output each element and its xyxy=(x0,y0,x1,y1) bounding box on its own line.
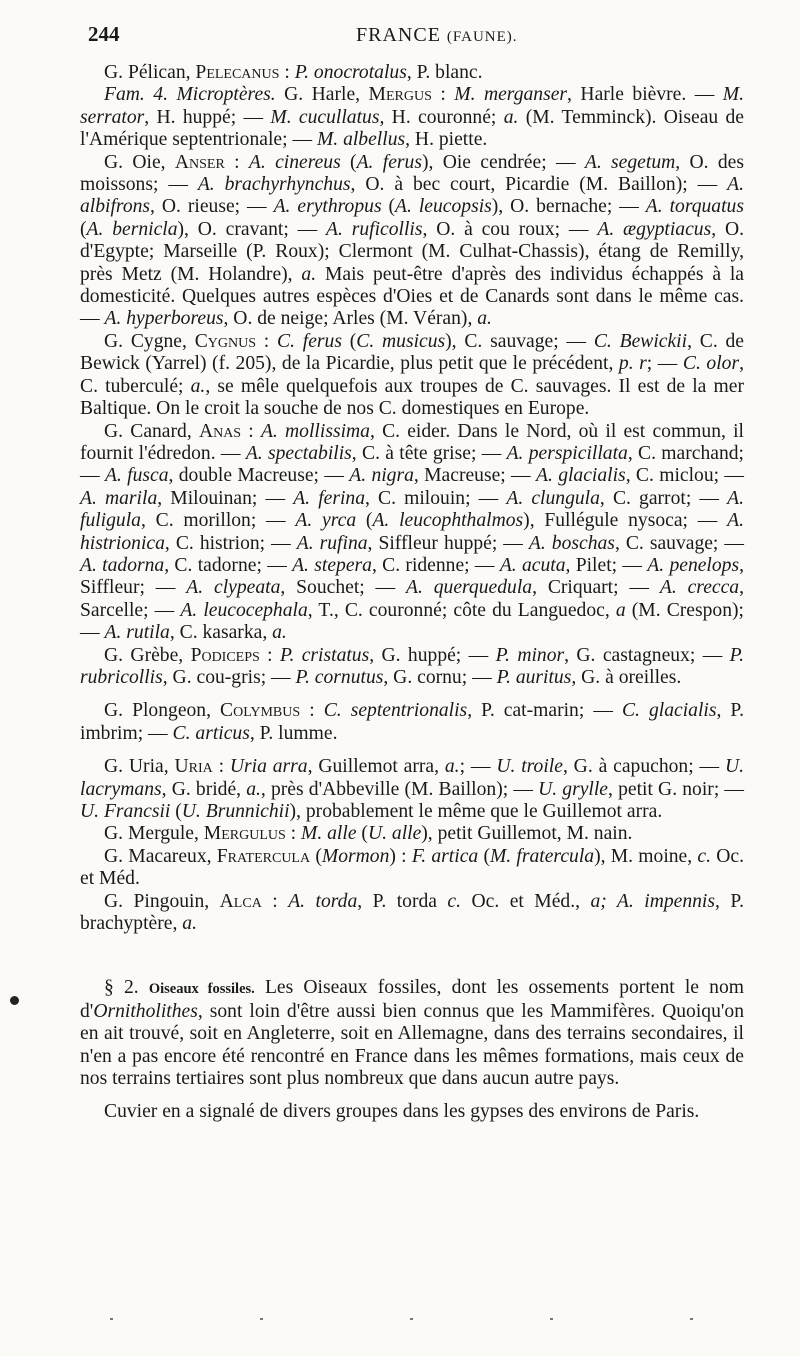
text-run: Cuvier en a signalé de divers groupes dans les gypses des environs de Paris. xyxy=(104,1101,700,1123)
text-run: , C. kasarka, xyxy=(169,622,273,644)
italic-text: C. Bewickii xyxy=(593,330,688,352)
text-run: ( xyxy=(478,845,490,867)
text-run: : xyxy=(241,420,261,442)
genus-name: Alca xyxy=(219,890,262,912)
italic-text: c. xyxy=(697,845,711,867)
text-run: ( xyxy=(80,218,87,240)
text-run: ), M. moine, xyxy=(594,845,698,867)
text-run: G. Harle, xyxy=(275,84,369,106)
italic-text: a. xyxy=(190,375,206,397)
text-run: : xyxy=(285,823,302,845)
text-run: , C. histrion; — xyxy=(164,532,297,554)
text-run: : xyxy=(279,62,295,83)
text-run: G. Canard, xyxy=(104,420,199,442)
italic-text: F. artica xyxy=(411,845,479,867)
footer-specks xyxy=(80,1318,744,1328)
text-run: § 2. xyxy=(104,977,149,999)
italic-text: P. minor xyxy=(495,644,565,666)
italic-text: A. torda xyxy=(288,890,358,912)
italic-text: A. acuta xyxy=(499,554,566,576)
paragraph-mergulus xyxy=(80,823,744,845)
text-run: G. Plongeon, xyxy=(104,700,221,722)
italic-text: A. segetum xyxy=(584,151,676,173)
text-run: : xyxy=(300,700,324,722)
text-run: ( xyxy=(340,151,357,173)
text-run: , Souchet; — xyxy=(280,577,407,599)
text-run: , H. huppé; — xyxy=(144,106,271,128)
section-heading: Oiseaux fossiles. xyxy=(148,981,255,998)
text-run: ( xyxy=(356,510,373,532)
italic-text: Mormon xyxy=(321,845,390,867)
italic-text: Ornitholithes xyxy=(93,1000,198,1022)
italic-text: M. albellus xyxy=(316,129,406,151)
text-run: , Criquart; — xyxy=(532,577,660,599)
italic-text: A. bernicla xyxy=(86,218,178,240)
paragraph-cygnus xyxy=(80,331,744,421)
italic-text: P. rubricollis xyxy=(80,644,745,688)
italic-text: A. penelops xyxy=(647,554,740,576)
italic-text: A. ruficollis xyxy=(326,218,423,240)
text-run: Oc. et Méd., xyxy=(461,890,591,912)
italic-text: p. r xyxy=(618,353,647,375)
running-title-sub: (FAUNE). xyxy=(446,29,518,45)
text-run: , C. milouin; — xyxy=(365,487,507,509)
paragraph-podiceps xyxy=(80,645,744,690)
paragraph-fossil-birds xyxy=(80,977,744,1090)
text-run: , H. couronné; xyxy=(379,106,504,128)
italic-text: A. leucocephala xyxy=(180,599,308,621)
italic-text: a. xyxy=(182,913,197,935)
italic-text: A. cinereus xyxy=(248,151,341,173)
text-run: , G. bridé, xyxy=(161,778,247,800)
genus-name: Mergus xyxy=(368,84,432,106)
italic-text: A. marila xyxy=(80,487,158,509)
italic-text: C. glacialis xyxy=(621,700,717,722)
text-run: Mais peut-être d'après des individus échappés à la domesticité. Quelques autres espèces d'Oies et de Canards sont dans le même cas. — xyxy=(80,263,744,330)
italic-text: A. perspicillata xyxy=(506,442,628,464)
page-number: 244 xyxy=(88,22,120,46)
genus-name: Podiceps xyxy=(190,644,260,666)
running-title-main: FRANCE xyxy=(356,24,441,46)
text-run: , Harle bièvre. — xyxy=(567,84,723,106)
italic-text: A. yrca xyxy=(295,510,357,532)
italic-text: a. xyxy=(301,263,317,285)
text-run: (M. Temminck). Oiseau de l'Amérique septentrionale; — xyxy=(80,106,744,151)
text-run: ), Fullégule nysoca; — xyxy=(523,510,728,532)
text-run: ) : xyxy=(389,845,412,867)
text-run: , C. garrot; — xyxy=(599,487,728,509)
italic-text: a. xyxy=(477,308,492,330)
text-run: : xyxy=(212,756,230,778)
italic-text: a; A. impennis xyxy=(590,890,715,912)
genus-name: Uria xyxy=(174,756,213,778)
text-run: , P. imbrim; — xyxy=(80,700,745,744)
italic-text: U. troile xyxy=(496,756,563,778)
italic-text: A. leucopsis xyxy=(395,196,492,218)
text-run: , H. piette. xyxy=(405,129,488,151)
italic-text: Fam. 4. Microptères. xyxy=(104,84,276,106)
text-run: , G. cou-gris; — xyxy=(162,666,296,688)
italic-text: P. cristatus xyxy=(280,644,370,666)
italic-text: U. alle xyxy=(367,823,422,845)
italic-text: M. fratercula xyxy=(489,845,595,867)
italic-text: C. septentrionalis xyxy=(323,700,468,722)
italic-text: a. xyxy=(246,778,261,800)
text-run: : xyxy=(431,84,455,106)
page-body xyxy=(80,62,744,1124)
italic-text: a. xyxy=(503,106,519,128)
italic-text: C. olor xyxy=(682,353,740,375)
text-run: ( xyxy=(341,330,357,352)
text-run: G. Mergule, xyxy=(104,823,204,845)
italic-text: A. rutila xyxy=(104,622,170,644)
text-run: (M. Crespon); — xyxy=(80,599,744,644)
text-run: ), probablement le même que le Guillemot arra. xyxy=(289,801,663,822)
paragraph-microptera-mergus xyxy=(80,84,744,151)
text-run: : xyxy=(255,330,277,352)
text-run: , P. blanc. xyxy=(406,62,483,83)
italic-text: A. tadorna xyxy=(80,554,165,576)
text-run: G. Macareux, xyxy=(104,845,217,867)
text-run: , G. à capuchon; — xyxy=(562,756,725,778)
italic-text: A. brachyrhynchus xyxy=(197,174,351,196)
italic-text: A. stepera xyxy=(292,554,372,576)
text-run: , C. eider. Dans le Nord, où il est commun, il fournit l'édredon. — xyxy=(80,420,745,464)
italic-text: U. Brunnichii xyxy=(181,801,290,822)
italic-text: A. mollissima xyxy=(260,420,370,442)
genus-name: Anas xyxy=(198,420,242,442)
italic-text: A. boschas xyxy=(528,532,615,554)
italic-text: A. glacialis xyxy=(536,465,626,487)
italic-text: U. Francsii xyxy=(80,801,171,822)
paragraph-fratercula xyxy=(80,846,744,891)
italic-text: C. articus xyxy=(172,722,250,744)
italic-text: A. histrionica xyxy=(80,510,744,554)
text-run: , O. à cou roux; — xyxy=(422,218,598,240)
italic-text: M. merganser xyxy=(454,84,568,106)
genus-name: Fratercula xyxy=(216,845,311,867)
italic-text: A. crecca xyxy=(659,577,740,599)
text-run: G. Oie, xyxy=(104,151,175,173)
text-run: , C. ridenne; — xyxy=(371,554,500,576)
text-run: Les Oiseaux fossiles, dont les ossements portent le nom d' xyxy=(80,977,744,1022)
italic-text: A. ferus xyxy=(356,151,422,173)
italic-text: A. nigra xyxy=(349,465,414,487)
text-run: G. Pélican, xyxy=(104,62,196,83)
text-run: , P. brachyptère, xyxy=(80,890,744,935)
text-run: : xyxy=(259,644,281,666)
text-run: , O. rieuse; — xyxy=(150,196,274,218)
italic-text: U. grylle xyxy=(538,778,609,800)
text-run: , P. torda xyxy=(357,890,448,912)
text-run: , O. de neige; Arles (M. Véran), xyxy=(223,308,478,330)
italic-text: U. lacrymans xyxy=(80,756,745,800)
italic-text: A. clungula xyxy=(506,487,600,509)
italic-text: A. fuligula xyxy=(80,487,744,532)
italic-text: M. cucullatus xyxy=(270,106,380,128)
text-run: ; — xyxy=(646,353,683,375)
page-header xyxy=(0,22,800,56)
italic-text: A. ferina xyxy=(293,487,365,509)
text-run: G. Pingouin, xyxy=(104,890,220,912)
text-run: , G. huppé; — xyxy=(369,644,496,666)
paragraph-pelecanus xyxy=(80,62,744,84)
italic-text: A. ægyptiacus xyxy=(597,218,712,240)
genus-name: Anser xyxy=(174,151,225,173)
text-run: , C. miclou; — xyxy=(625,465,744,487)
text-run: , P. lumme. xyxy=(249,722,338,744)
text-run: , près d'Abbeville (M. Baillon); — xyxy=(260,778,539,800)
italic-text: M. alle xyxy=(301,823,357,845)
italic-text: A. rufina xyxy=(296,532,368,554)
italic-text: A. torquatus xyxy=(645,196,744,218)
text-run: , C. marchand; — xyxy=(80,442,744,487)
text-run: , Sarcelle; — xyxy=(80,577,744,621)
text-run: ; — xyxy=(459,756,497,778)
italic-text: P. auritus xyxy=(496,666,572,688)
genus-name: Cygnus xyxy=(194,330,256,352)
text-run: G. Cygne, xyxy=(104,330,195,352)
text-run: , C. morillon; — xyxy=(140,510,296,532)
text-run: , Macreuse; — xyxy=(413,465,536,487)
text-run: ( xyxy=(356,823,368,845)
italic-text: A. erythropus xyxy=(273,196,382,218)
text-run: : xyxy=(261,890,289,912)
text-run: : xyxy=(224,151,249,173)
text-run: , O. d'Egypte; Marseille (P. Roux); Clermont (M. Culhat-Chassis), étang de Remilly, près Metz (M. Holandre), xyxy=(80,218,744,285)
paragraph-colymbus xyxy=(80,700,744,745)
italic-text: Uria arra xyxy=(229,756,308,778)
margin-ink-dot xyxy=(10,996,19,1005)
text-run: , O. à bec court, Picardie (M. Baillon); — xyxy=(350,174,728,196)
paragraph-alca xyxy=(80,891,744,936)
italic-text: A. albifrons xyxy=(80,174,745,218)
text-run: , Milouinan; — xyxy=(157,487,294,509)
italic-text: a xyxy=(615,599,626,621)
italic-text: C. ferus xyxy=(277,330,342,352)
text-run: Oc. et Méd. xyxy=(80,845,744,890)
italic-text: A. spectabilis xyxy=(245,442,352,464)
text-run: G. Grèbe, xyxy=(104,644,191,666)
text-run: , C. tuberculé; xyxy=(80,353,744,397)
paragraph-anser xyxy=(80,152,744,331)
text-run: , G. castagneux; — xyxy=(564,644,730,666)
genus-name: Mergulus xyxy=(203,823,286,845)
italic-text: M. serrator xyxy=(80,84,745,128)
italic-text: a. xyxy=(272,622,287,644)
text-run: , Siffleur; — xyxy=(80,554,745,599)
text-run: , Pilet; — xyxy=(565,554,648,576)
italic-text: P. cornutus xyxy=(295,666,384,688)
text-run: , sont loin d'être aussi bien connus que les Mammifères. Quoiqu'on en ait trouvé, soit en Angleterre, soit en Allemagne, dans des terrains secondaires, il n'en a pas encore été rencontré en France dans les mêmes formations, mais ceux de nos terrains tertiaires sont plus nombreux que dans aucun autre pays. xyxy=(80,1000,744,1090)
genus-name: Colymbus xyxy=(220,700,301,722)
italic-text: A. fusca xyxy=(104,465,169,487)
text-run: , C. sauvage; — xyxy=(614,532,744,554)
italic-text: a. xyxy=(444,756,460,778)
italic-text: c. xyxy=(447,890,462,912)
text-run: , P. cat-marin; — xyxy=(467,700,622,722)
running-title xyxy=(356,24,518,47)
text-run: , petit G. noir; — xyxy=(608,778,745,800)
italic-text: P. onocrotalus xyxy=(294,62,407,83)
text-run: ( xyxy=(310,845,322,867)
text-run: , T., C. couronné; côte du Languedoc, xyxy=(307,599,616,621)
text-run: , C. de Bewick (Yarrel) (f. 205), de la Picardie, plus petit que le précédent, xyxy=(80,330,744,375)
italic-text: A. querquedula xyxy=(406,577,533,599)
italic-text: A. leucophthalmos xyxy=(372,510,524,532)
genus-name: Pelecanus xyxy=(195,62,280,83)
text-run: ), O. bernache; — xyxy=(491,196,646,218)
text-run: , se mêle quelquefois aux troupes de C. sauvages. Il est de la mer Baltique. On le croit la souche de nos C. domestiques en Europe. xyxy=(80,375,744,420)
paragraph-anas xyxy=(80,421,744,645)
text-run: , O. des moissons; — xyxy=(80,151,744,196)
italic-text: A. clypeata xyxy=(186,577,281,599)
paragraph-cuvier xyxy=(80,1101,744,1123)
text-run: ( xyxy=(170,801,182,822)
text-run: ( xyxy=(381,196,396,218)
text-run: , C. à tête grise; — xyxy=(351,442,507,464)
text-run: , C. tadorne; — xyxy=(164,554,293,576)
text-run: , Guillemot arra, xyxy=(307,756,445,778)
text-run: , Siffleur huppé; — xyxy=(367,532,529,554)
paragraph-uria xyxy=(80,756,744,823)
text-run: , G. cornu; — xyxy=(383,666,497,688)
text-run: G. Uria, xyxy=(104,756,175,778)
text-run: ), Oie cendrée; — xyxy=(421,151,585,173)
text-run: ), O. cravant; — xyxy=(177,218,327,240)
text-run: ), petit Guillemot, M. nain. xyxy=(421,823,633,845)
text-run: ), C. sauvage; — xyxy=(445,330,594,352)
italic-text: A. hyperboreus xyxy=(104,308,224,330)
text-run: , double Macreuse; — xyxy=(168,465,350,487)
italic-text: C. musicus xyxy=(356,330,446,352)
text-run: , G. à oreilles. xyxy=(571,666,682,688)
